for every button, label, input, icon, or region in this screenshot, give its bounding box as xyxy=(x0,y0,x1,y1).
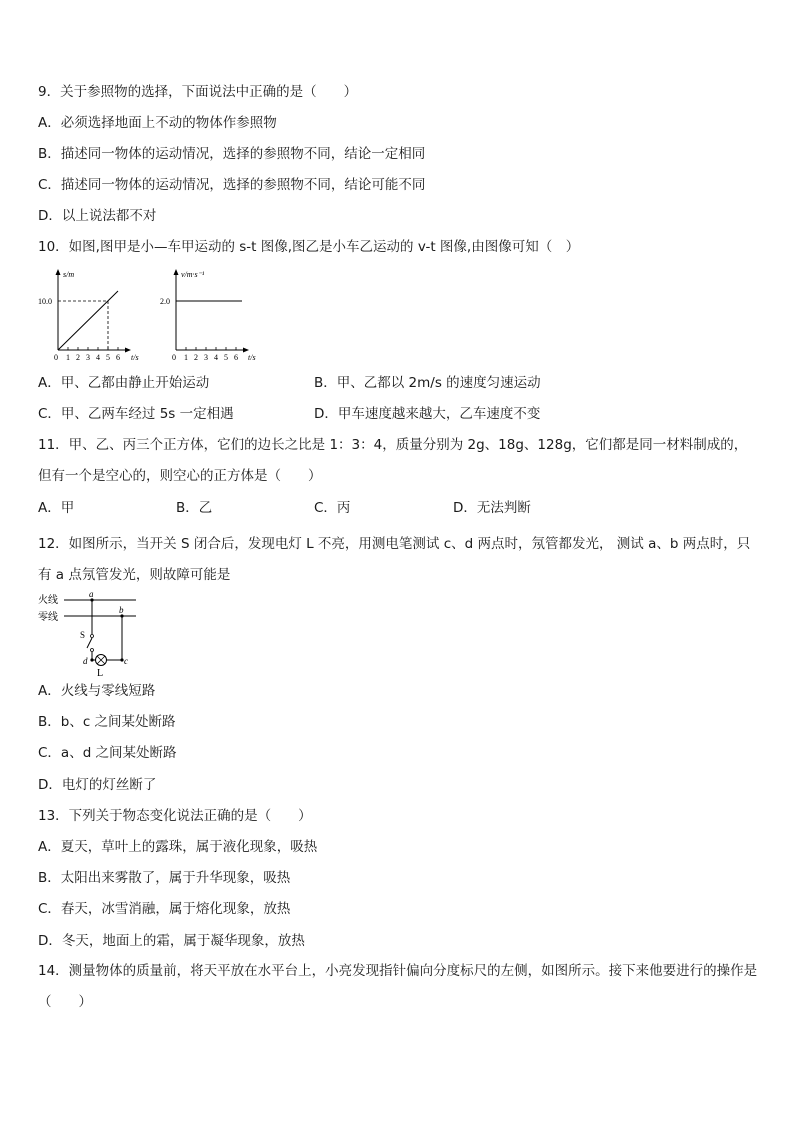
question-12-option-c: C．a、d 之间某处断路 xyxy=(38,745,177,761)
question-9-option-b: B．描述同一物体的运动情况，选择的参照物不同，结论一定相同 xyxy=(38,146,426,162)
question-10-stem: 10．如图,图甲是小—车甲运动的 s-t 图像,图乙是小车乙运动的 v-t 图像,由图像可知（ ） xyxy=(38,239,580,255)
graph-vt-tick: 3 xyxy=(204,353,208,362)
point-d-label: d xyxy=(83,656,88,666)
neutral-wire-label: 零线 xyxy=(38,612,58,623)
question-12-stem: 12．如图所示，当开关 S 闭合后，发现电灯 L 不亮，用测电笔测试 c、d 两点时，氖管都发光， 测试 a、b 两点时，只有 a 点氖管发光，则故障可能是 xyxy=(38,536,751,583)
point-b-label: b xyxy=(119,605,124,615)
q12-circuit-figure xyxy=(36,588,146,680)
question-9-option-a: A．必须选择地面上不动的物体作参照物 xyxy=(38,115,277,131)
question-13-stem: 13．下列关于物态变化说法正确的是（ ） xyxy=(38,808,312,824)
lamp-label: L xyxy=(97,668,104,679)
graph-st xyxy=(38,269,139,362)
question-13-option-b: B．太阳出来雾散了，属于升华现象，吸热 xyxy=(38,870,291,886)
question-13-option-a: A．夏天，草叶上的露珠，属于液化现象，吸热 xyxy=(38,839,318,855)
point-a-label: a xyxy=(89,589,94,599)
graph-st-tick: 0 xyxy=(54,353,58,362)
graph-st-ylabel: s/m xyxy=(63,270,75,279)
question-9-option-d: D．以上说法都不对 xyxy=(38,208,157,224)
graph-st-tick: 6 xyxy=(116,353,120,362)
graph-st-tick: 1 xyxy=(66,353,70,362)
graph-vt-tick: 2 xyxy=(194,353,198,362)
graph-st-tick: 5 xyxy=(106,353,110,362)
graph-st-xlabel: t/s xyxy=(131,353,139,362)
question-14-stem: 14．测量物体的质量前，将天平放在水平台上，小亮发现指针偏向分度标尺的左侧，如图所示。接下来他要进行的操作是（ ） xyxy=(38,963,758,1010)
question-11-stem: 11．甲、乙、丙三个正方体，它们的边长之比是 1：3：4，质量分别为 2g、18g、128g，它们都是同一材料制成的，但有一个是空心的，则空心的正方体是（ ） xyxy=(38,437,748,484)
graph-vt-tick: 4 xyxy=(214,353,218,362)
question-12-option-b: B．b、c 之间某处断路 xyxy=(38,714,176,730)
graph-vt-tick: 1 xyxy=(184,353,188,362)
graph-st-tick: 3 xyxy=(86,353,90,362)
graph-vt-tick: 0 xyxy=(172,353,176,362)
graph-st-tick: 2 xyxy=(76,353,80,362)
graph-vt-xlabel: t/s xyxy=(248,353,256,362)
graph-st-yvalue: 10.0 xyxy=(38,297,52,306)
point-c-label: c xyxy=(124,656,128,666)
question-13-option-c: C．春天，冰雪消融，属于熔化现象，放热 xyxy=(38,901,291,917)
live-wire-label: 火线 xyxy=(38,595,58,606)
question-9-stem: 9．关于参照物的选择，下面说法中正确的是（ ） xyxy=(38,84,358,100)
question-11-option-a: A．甲 xyxy=(38,500,75,516)
q10-figures xyxy=(36,266,266,366)
switch-s xyxy=(87,638,92,648)
question-11-option-d: D．无法判断 xyxy=(453,500,531,516)
graph-st-line xyxy=(58,291,118,350)
graph-st-tick: 4 xyxy=(96,353,100,362)
question-13-option-d: D．冬天，地面上的霜，属于凝华现象，放热 xyxy=(38,933,305,949)
question-10-option-c: C．甲、乙两车经过 5s 一定相遇 xyxy=(38,406,234,422)
graph-vt-tick: 6 xyxy=(234,353,238,362)
graph-vt-ylabel: v/m·s⁻¹ xyxy=(181,270,205,279)
question-11-option-c: C．丙 xyxy=(314,500,351,516)
question-9-option-c: C．描述同一物体的运动情况，选择的参照物不同，结论可能不同 xyxy=(38,177,426,193)
question-12-option-d: D．电灯的灯丝断了 xyxy=(38,777,157,793)
question-10-option-a: A．甲、乙都由静止开始运动 xyxy=(38,375,210,391)
graph-vt-tick: 5 xyxy=(224,353,228,362)
question-12-option-a: A．火线与零线短路 xyxy=(38,683,156,699)
graph-vt-yvalue: 2.0 xyxy=(160,297,170,306)
question-10-option-b: B．甲、乙都以 2m/s 的速度匀速运动 xyxy=(314,375,541,391)
graph-vt xyxy=(160,269,256,362)
switch-label: S xyxy=(80,630,86,640)
question-11-option-b: B．乙 xyxy=(176,500,213,516)
question-10-option-d: D．甲车速度越来越大，乙车速度不变 xyxy=(314,406,541,422)
